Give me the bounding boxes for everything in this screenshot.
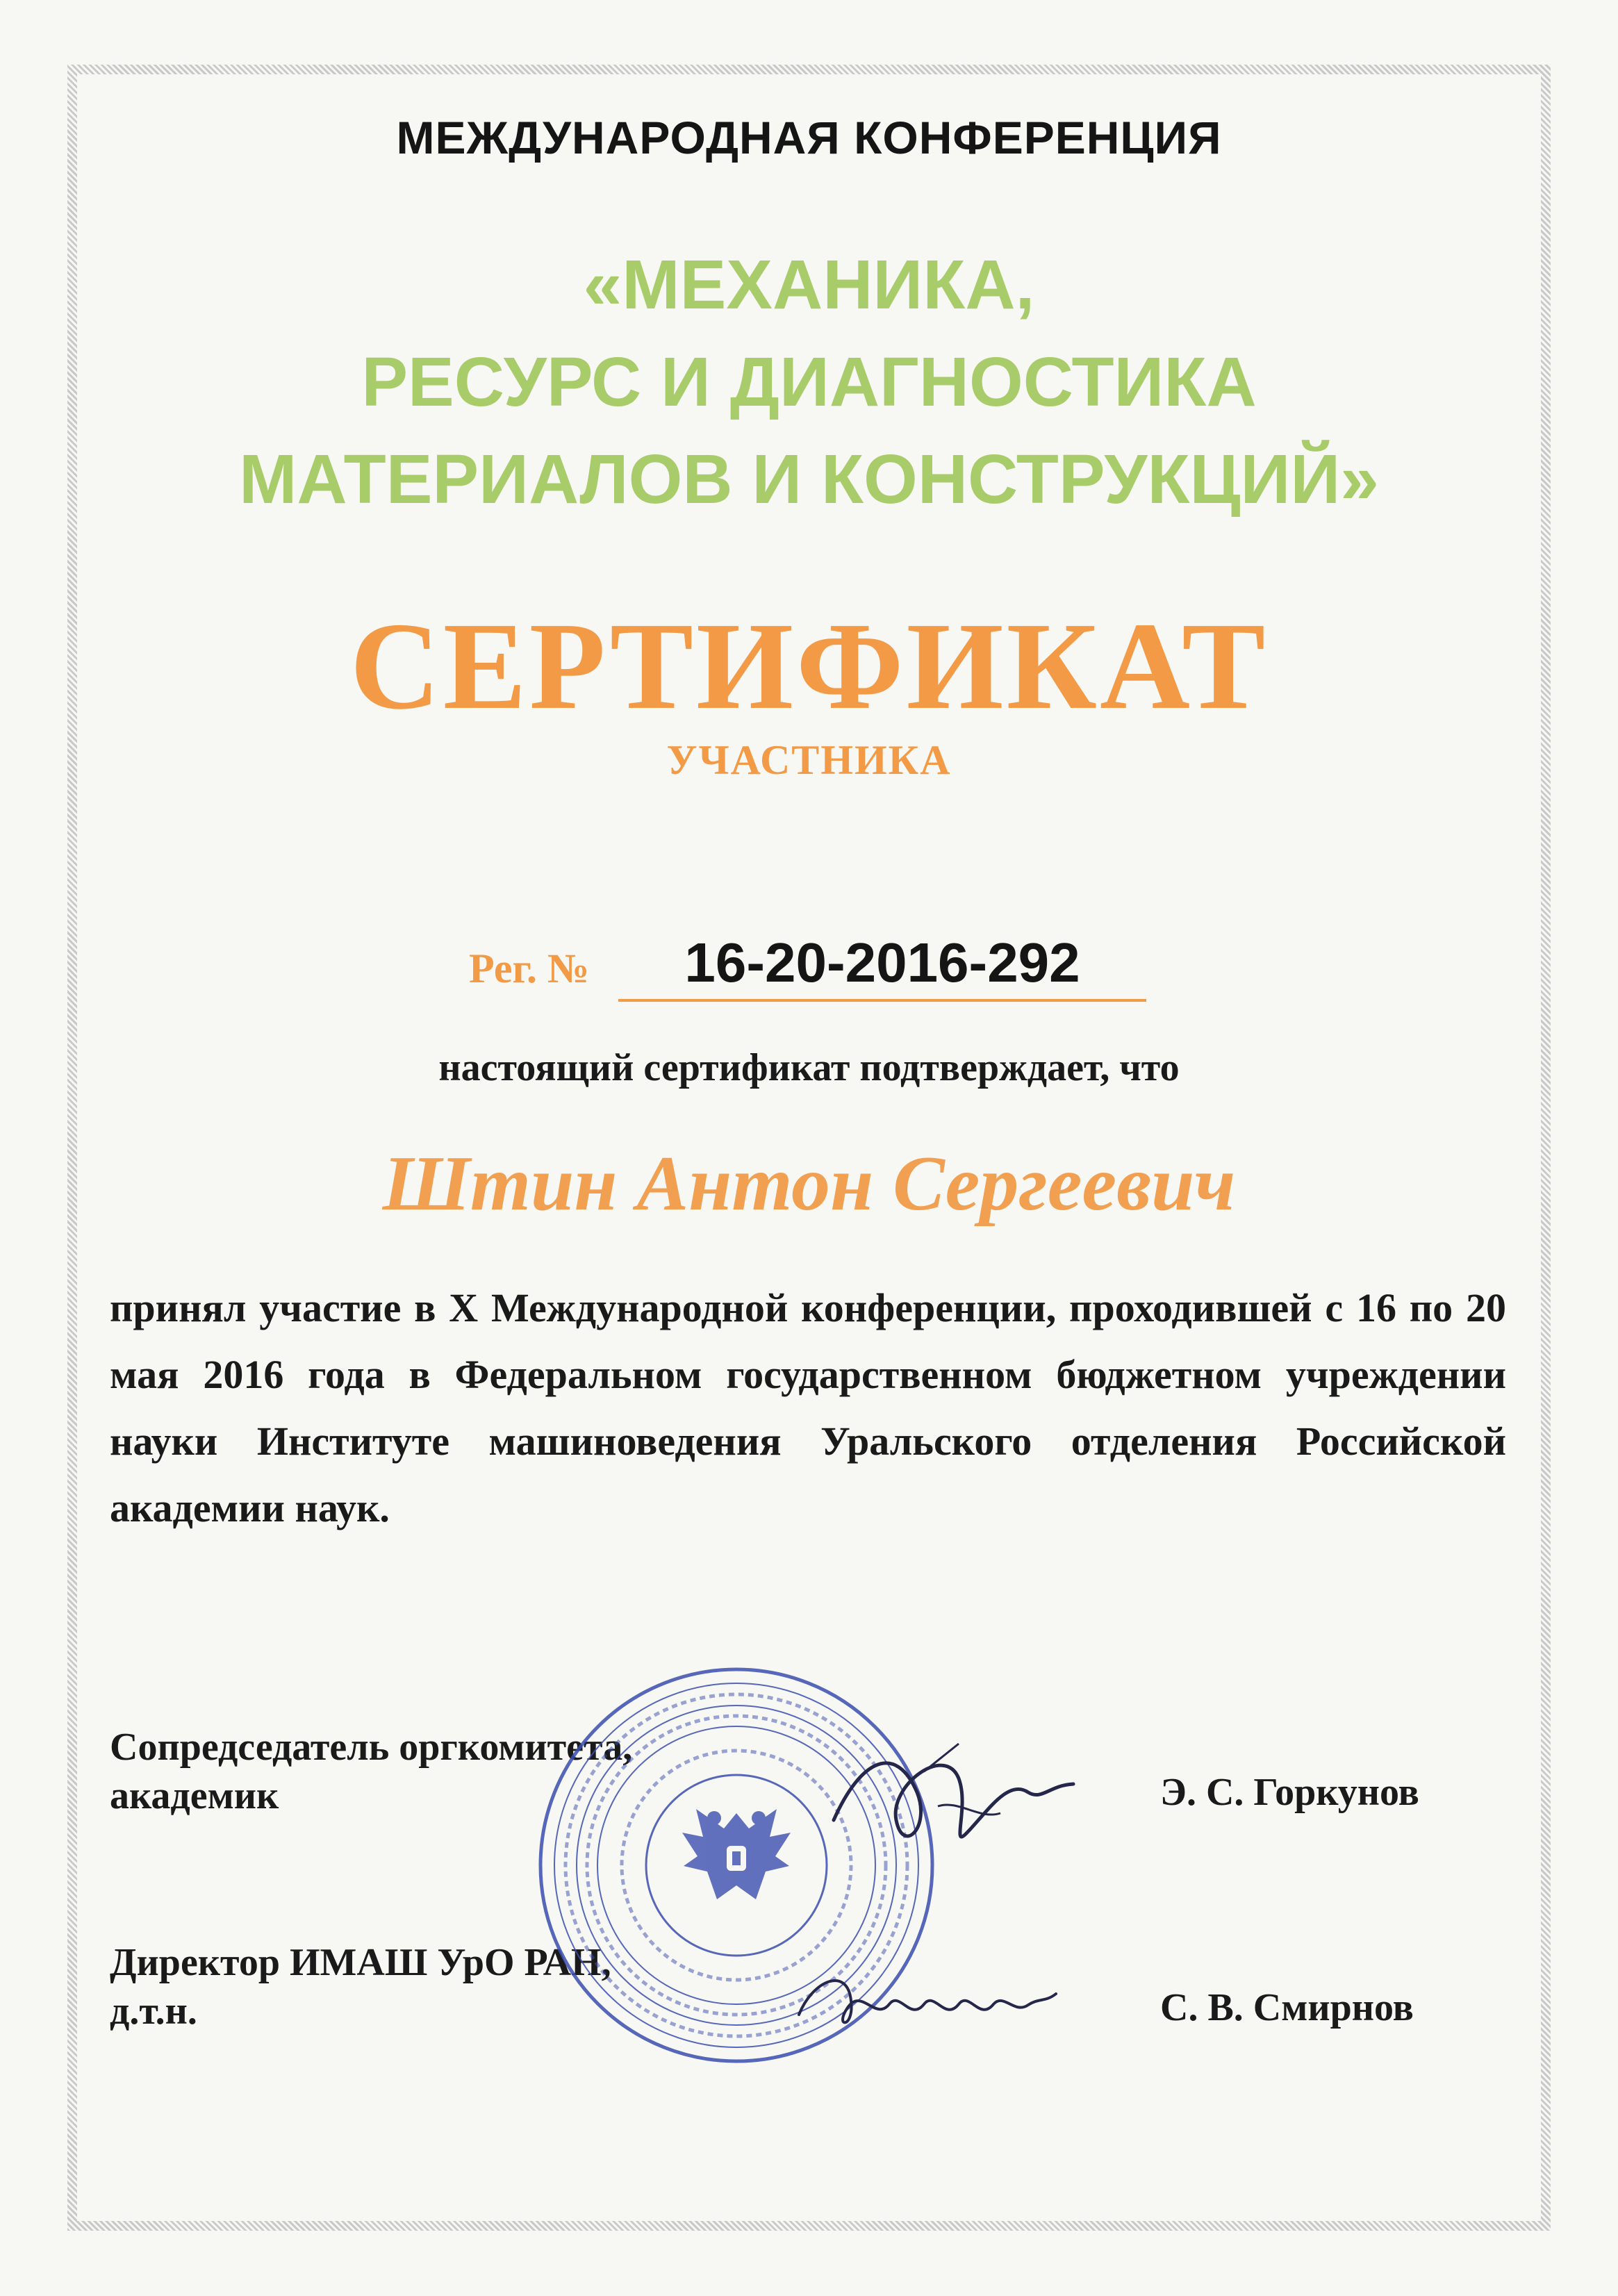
certificate-body: принял участие в X Международной конференции, проходившей с 16 по 20 мая 2016 года в Федеральном государственном бюджетном учреждении науки Институте машиноведения Уральского отделения Российской академии наук. bbox=[110, 1285, 1506, 1530]
participant-name: Штин Антон Сергеевич bbox=[382, 1141, 1236, 1227]
signature-2 bbox=[785, 1938, 1063, 2056]
conference-title bbox=[0, 236, 1618, 528]
confirmation-text: настоящий сертификат подтверждает, что bbox=[438, 1046, 1180, 1089]
registration-number: 16-20-2016-292 bbox=[618, 931, 1146, 1002]
conference-title-line-3: МАТЕРИАЛОВ И КОНСТРУКЦИЙ» bbox=[239, 440, 1379, 518]
registration-line bbox=[0, 931, 1618, 1007]
conference-title-line-1: «МЕХАНИКА, bbox=[583, 246, 1035, 324]
signatory-1-name: Э. С. Горкунов bbox=[1160, 1771, 1419, 1814]
signatory-2-name: С. В. Смирнов bbox=[1160, 1986, 1414, 2029]
certificate-title: СЕРТИФИКАТ bbox=[349, 597, 1269, 735]
signatory-2-role-line-1: Директор ИМАШ УрО РАН, bbox=[110, 1941, 611, 1984]
conference-title-line-2: РЕСУРС И ДИАГНОСТИКА bbox=[361, 343, 1257, 421]
signatory-1-role-line-1: Сопредседатель оргкомитета, bbox=[110, 1726, 633, 1769]
registration-label: Рег. № bbox=[469, 945, 590, 991]
conference-heading: МЕЖДУНАРОДНАЯ КОНФЕРЕНЦИЯ bbox=[396, 112, 1222, 163]
double-headed-eagle-icon bbox=[682, 1809, 791, 1899]
signature-1 bbox=[820, 1716, 1084, 1876]
signatory-2-role-line-2: д.т.н. bbox=[110, 1990, 197, 2033]
signatory-1-role-line-2: академик bbox=[110, 1774, 279, 1817]
certificate-subtitle: УЧАСТНИКА bbox=[666, 737, 952, 783]
